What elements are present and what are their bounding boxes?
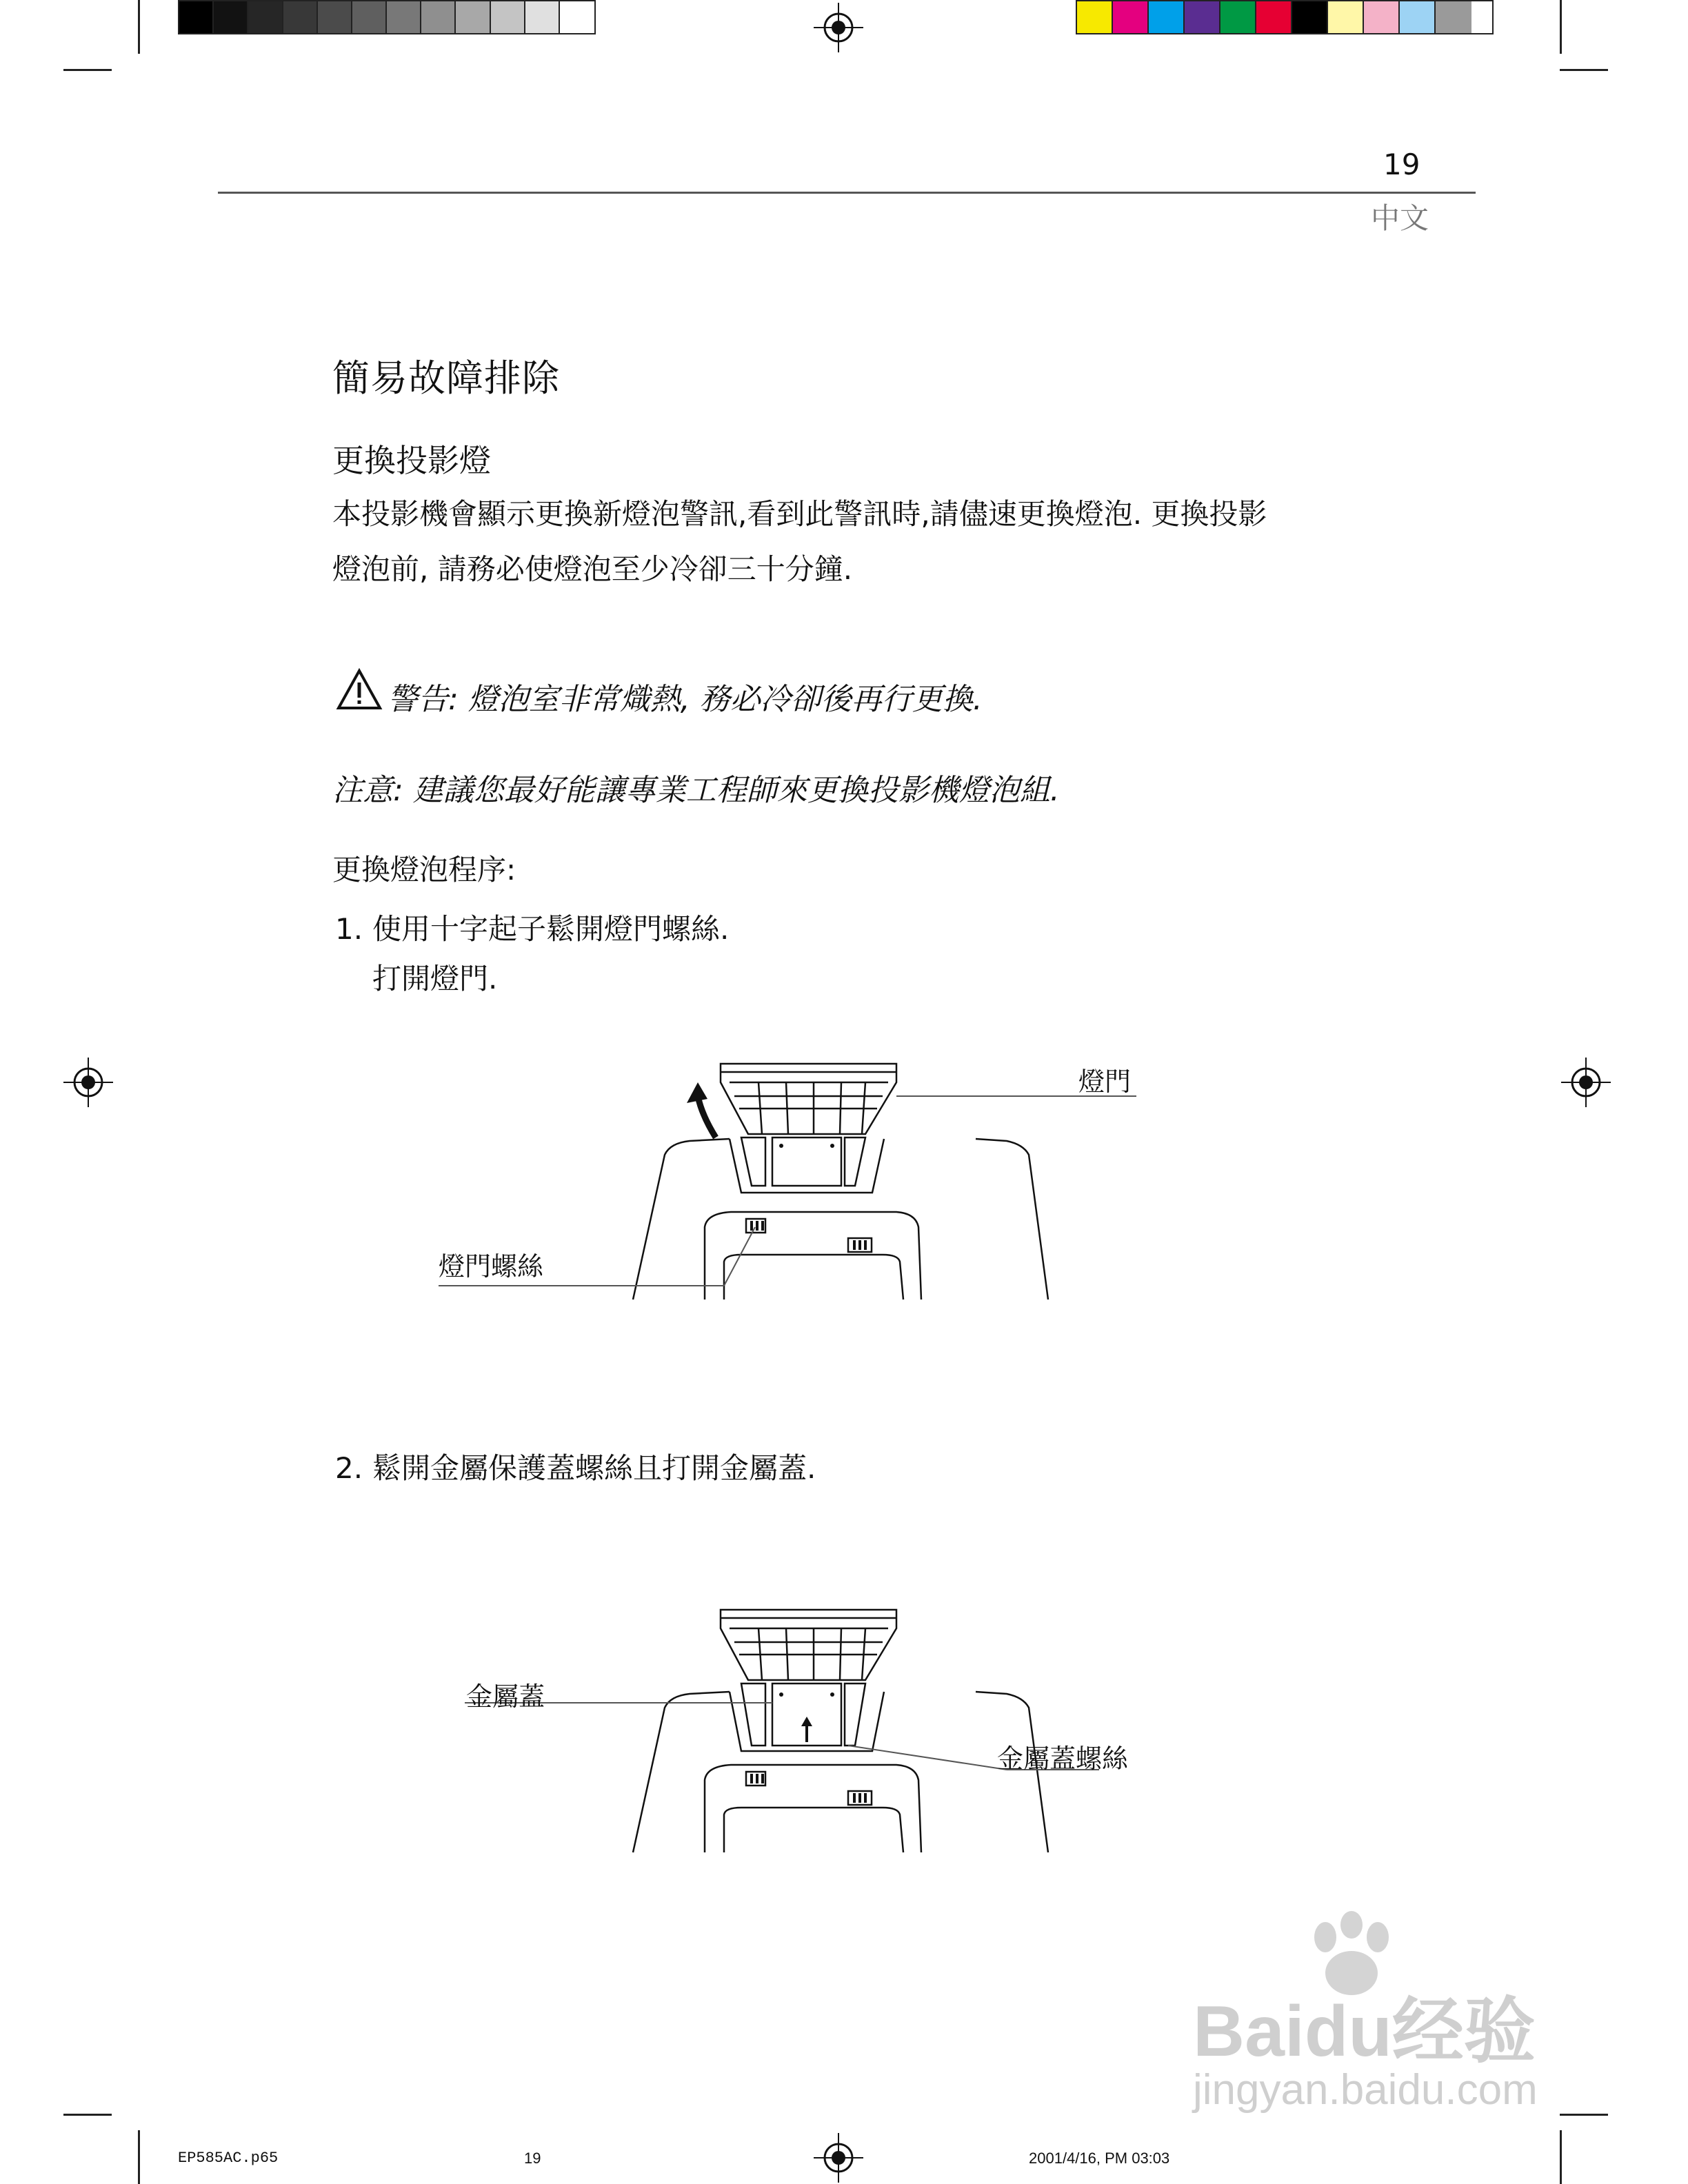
watermark-url: jingyan.baidu.com bbox=[1193, 2066, 1538, 2114]
grayscale-bar bbox=[178, 0, 596, 34]
color-swatch bbox=[1113, 1, 1149, 33]
label-lamp-door: 燈門 bbox=[1078, 1066, 1132, 1097]
notice-text: 注意: 建議您最好能讓專業工程師來更換投影機燈泡組. bbox=[332, 773, 1060, 808]
color-swatch bbox=[1436, 1, 1471, 33]
procedure-heading: 更換燈泡程序: bbox=[332, 853, 516, 887]
intro-paragraph bbox=[332, 487, 1367, 597]
color-swatch bbox=[1149, 1, 1185, 33]
gray-swatch bbox=[560, 1, 594, 33]
crop-mark bbox=[63, 69, 112, 71]
gray-swatch bbox=[456, 1, 490, 33]
gray-swatch bbox=[352, 1, 387, 33]
language-label: 中文 bbox=[1371, 201, 1429, 235]
gray-swatch bbox=[318, 1, 352, 33]
registration-mark-left bbox=[63, 1058, 113, 1107]
figure-lamp-door bbox=[621, 1055, 1158, 1303]
label-metal-cover: 金屬蓋 bbox=[466, 1681, 545, 1712]
crop-mark bbox=[1560, 0, 1562, 54]
color-swatch bbox=[1292, 1, 1328, 33]
gray-swatch bbox=[421, 1, 456, 33]
color-swatch bbox=[1220, 1, 1256, 33]
gray-swatch bbox=[525, 1, 560, 33]
gray-swatch bbox=[214, 1, 248, 33]
step-2-number: 2. bbox=[335, 1451, 363, 1485]
intro-line-1: 本投影機會顯示更換新燈泡警訊,看到此警訊時,請儘速更換燈泡. 更換投影 bbox=[332, 497, 1267, 531]
footer-filename: EP585AC.p65 bbox=[178, 2150, 279, 2167]
color-swatch bbox=[1400, 1, 1436, 33]
color-swatch bbox=[1256, 1, 1292, 33]
step-2-text: 鬆開金屬保護蓋螺絲且打開金屬蓋. bbox=[372, 1451, 816, 1485]
color-swatch bbox=[1364, 1, 1400, 33]
color-swatch bbox=[1328, 1, 1364, 33]
gray-swatch bbox=[283, 1, 318, 33]
figure-metal-cover bbox=[621, 1601, 1158, 1856]
step-1-line-2: 打開燈門. bbox=[372, 962, 498, 995]
color-swatch bbox=[1185, 1, 1220, 33]
color-swatch bbox=[1077, 1, 1113, 33]
gray-swatch bbox=[491, 1, 525, 33]
footer-timestamp: 2001/4/16, PM 03:03 bbox=[1029, 2150, 1170, 2167]
step-1-number: 1. bbox=[335, 912, 363, 946]
page-number: 19 bbox=[1383, 148, 1420, 181]
section-title: 簡易故障排除 bbox=[332, 356, 560, 400]
watermark-brand: Baidu经验 bbox=[1193, 1992, 1536, 2072]
crop-mark bbox=[1560, 2130, 1562, 2184]
crop-mark bbox=[63, 2114, 112, 2116]
gray-swatch bbox=[387, 1, 421, 33]
registration-mark-top bbox=[814, 3, 863, 52]
label-metal-cover-screw: 金屬蓋螺絲 bbox=[997, 1743, 1129, 1774]
gray-swatch bbox=[248, 1, 283, 33]
color-bar bbox=[1076, 0, 1494, 34]
intro-line-2: 燈泡前, 請務必使燈泡至少冷卻三十分鐘. bbox=[332, 552, 853, 586]
crop-mark bbox=[1560, 2114, 1608, 2116]
crop-mark bbox=[138, 2130, 140, 2184]
header-rule bbox=[218, 192, 1476, 194]
gray-swatch bbox=[179, 1, 214, 33]
crop-mark bbox=[1560, 69, 1608, 71]
warning-text: 警告: 燈泡室非常熾熱, 務必冷卻後再行更換. bbox=[388, 682, 983, 717]
step-1-line-1: 使用十字起子鬆開燈門螺絲. bbox=[372, 912, 730, 946]
warning-triangle-icon bbox=[336, 669, 382, 710]
footer-page: 19 bbox=[524, 2150, 541, 2167]
registration-mark-bottom bbox=[814, 2133, 863, 2183]
label-lamp-door-screw: 燈門螺絲 bbox=[439, 1251, 544, 1282]
crop-mark bbox=[138, 0, 140, 54]
registration-mark-right bbox=[1561, 1058, 1611, 1107]
section-subtitle: 更換投影燈 bbox=[332, 442, 491, 479]
